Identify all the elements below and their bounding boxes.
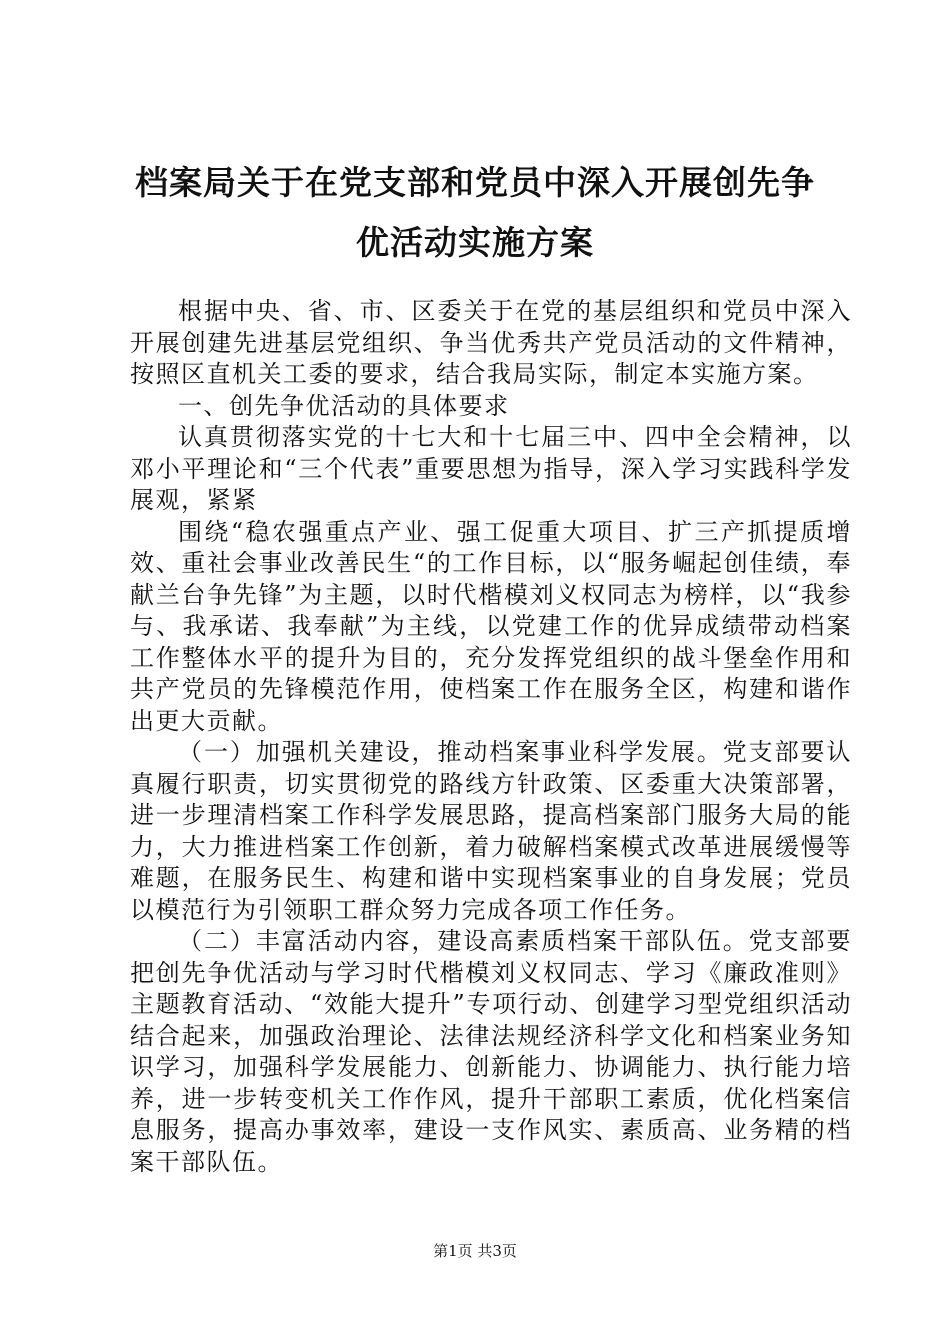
paragraph-guideline: 认真贯彻落实党的十七大和十七届三中、四中全会精神，以邓小平理论和“三个代表”重要思想为指导，深入学习实践科学发展观，紧紧 bbox=[130, 423, 852, 514]
paragraph-item-2: （二）丰富活动内容，建设高素质档案干部队伍。党支部要把创先争优活动与学习时代楷模刘义权同志、学习《廉政准则》主题教育活动、“效能大提升”专项行动、创建学习型党组织活动结合起来，加强政治理论、法律法规经济科学文化和档案业务知识学习，加强科学发展能力、创新能力、协调能力、执行能力培养，进一步转变机关工作作风，提升干部职工素质，优化档案信息服务，提高办事效率，建设一支作风实、素质高、业务精的档案干部队伍。 bbox=[130, 927, 852, 1176]
paragraph-goals: 围绕“稳农强重点产业、强工促重大项目、扩三产抓提质增效、重社会事业改善民生“的工作目标，以“服务崛起创佳绩，奉献兰台争先锋”为主题，以时代楷模刘义权同志为榜样，以“我参与、我承诺、我奉献”为主线，以党建工作的优异成绩带动档案工作整体水平的提升为目的，充分发挥党组织的战斗堡垒作用和共产党员的先锋模范作用，使档案工作在服务全区，构建和谐作出更大贡献。 bbox=[130, 517, 852, 735]
title-line-2: 优活动实施方案 bbox=[356, 223, 594, 262]
page-footer: 第1页 共3页 bbox=[433, 1242, 517, 1260]
document-title bbox=[110, 153, 840, 273]
paragraph-intro: 根据中央、省、市、区委关于在党的基层组织和党员中深入开展创建先进基层党组织、争当优秀共产党员活动的文件精神，按照区直机关工委的要求，结合我局实际，制定本实施方案。 bbox=[130, 297, 852, 388]
paragraph-item-1: （一）加强机关建设，推动档案事业科学发展。党支部要认真履行职责，切实贯彻党的路线方针政策、区委重大决策部署，进一步理清档案工作科学发展思路，提高档案部门服务大局的能力，大力推进档案工作创新，着力破解档案模式改革进展缓慢等难题，在服务民生、构建和谐中实现档案事业的自身发展；党员以模范行为引领职工群众努力完成各项工作任务。 bbox=[130, 738, 852, 924]
section-heading-1: 一、创先争优活动的具体要求 bbox=[178, 391, 510, 420]
document-body bbox=[130, 296, 852, 1178]
title-line-1: 档案局关于在党支部和党员中深入开展创先争 bbox=[135, 163, 815, 202]
